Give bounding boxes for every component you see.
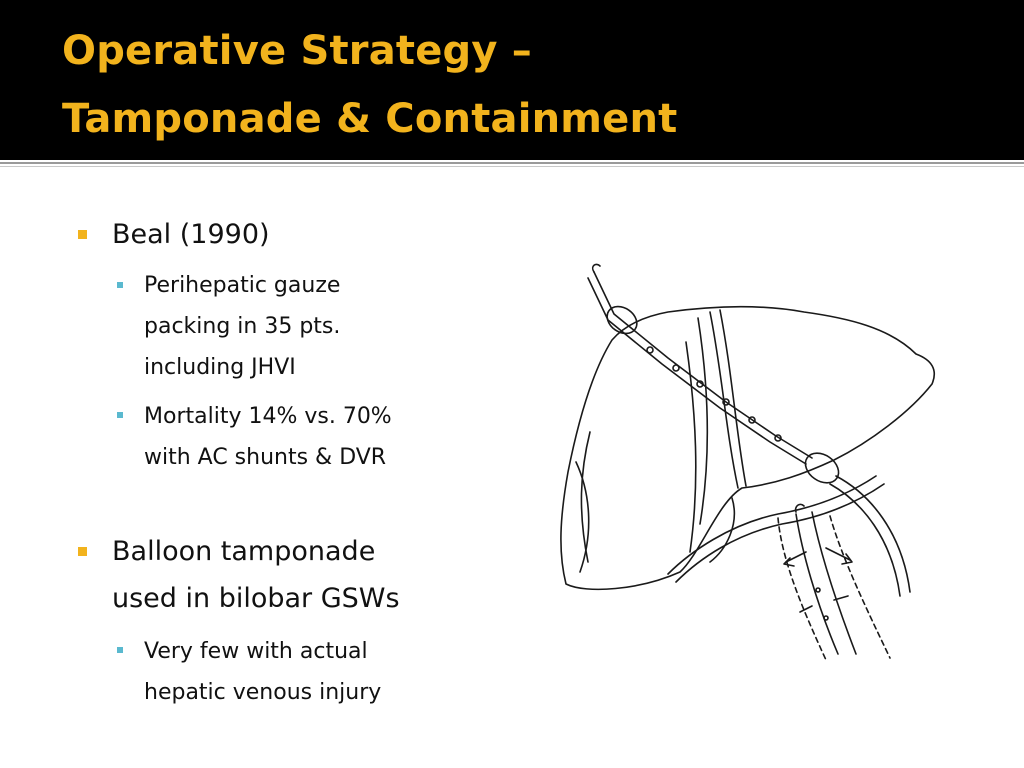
bullet-balloon-line-2: used in bilobar GSWs	[112, 583, 400, 614]
bullet-square-icon	[78, 547, 87, 556]
sub-bullet-venous-line-2: hepatic venous injury	[144, 680, 382, 705]
sub-bullet-gauze-line-2: packing in 35 pts.	[144, 314, 341, 339]
sub-bullet-mortality-line-1: Mortality 14% vs. 70%	[144, 404, 392, 429]
bullet-beal: Beal (1990)	[112, 219, 270, 250]
sub-bullet-mortality-line-2: with AC shunts & DVR	[144, 445, 387, 470]
slide-title-line-1: Operative Strategy –	[62, 28, 532, 74]
sub-bullet-venous-line-1: Very few with actual	[144, 639, 368, 664]
title-bar	[0, 0, 1024, 160]
bullet-square-icon	[78, 230, 87, 239]
sub-bullet-square-icon	[117, 412, 123, 418]
sub-bullet-square-icon	[117, 282, 123, 288]
sub-bullet-gauze-line-3: including JHVI	[144, 355, 296, 380]
slide-title-line-2: Tamponade & Containment	[62, 96, 678, 142]
sub-bullet-gauze-line-1: Perihepatic gauze	[144, 273, 341, 298]
bullet-balloon-line-1: Balloon tamponade	[112, 536, 376, 567]
liver-outline	[561, 307, 934, 590]
liver-balloon-tamponade-illustration	[550, 262, 950, 672]
sub-bullet-square-icon	[117, 647, 123, 653]
title-divider-thin	[0, 166, 1024, 167]
title-divider	[0, 162, 1024, 164]
